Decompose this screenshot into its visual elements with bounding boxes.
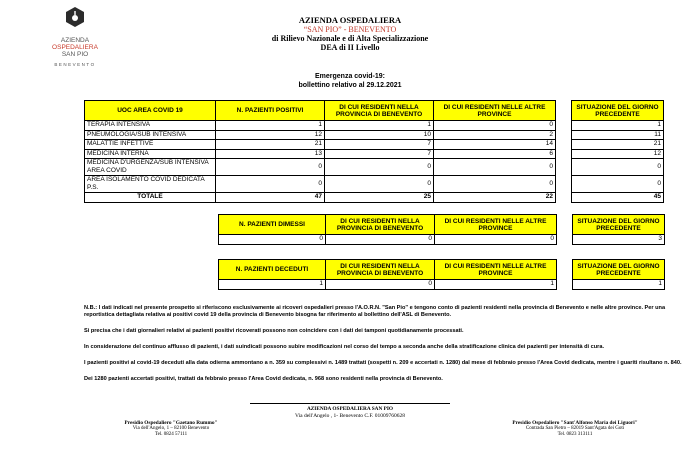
note-paragraph: In considerazione del continuo afflusso di pazienti, i dati suindicati possono subire modificazioni nel corso del tempo a seconda anche della stratificazione clinica dei pazienti per intensità di cura. xyxy=(84,344,605,350)
note-paragraph: Dei 1280 pazienti accertati positivi, trattati da febbraio presso l'Area Covid dedicata, n. 968 sono residenti nella provincia di Benevento. xyxy=(84,376,443,382)
row-positivi: 12 xyxy=(216,130,325,140)
header-area: UOC AREA COVID 19 xyxy=(85,101,216,121)
note-paragraph: N.B.: I dati indicati nel presente prospetto si riferiscono esclusivamente ai ricoveri ospedalieri presso l'A.O.R.N. "San Pio" e tengono conto di pazienti residenti nella provincia di Benevento e nelle altre province. Per una reportistica dettagliata relativa ai positivi covid 19 della provincia di Benevento bisogna far riferimento al bollettino dell'ASL di Benevento. xyxy=(84,305,666,318)
footer-right-title: Presidio Ospedaliero "Sant'Alfonso Maria dei Liguori" xyxy=(512,420,638,426)
row-area: PNEUMOLOGIA/SUB INTENSIVA xyxy=(85,130,216,140)
deceduti-header-altre: DI CUI RESIDENTI NELLE ALTRE PROVINCE xyxy=(435,260,557,280)
table-row xyxy=(85,159,664,176)
deceduti-table xyxy=(218,259,665,290)
row-positivi: 0 xyxy=(216,176,325,193)
dimessi-header-altre: DI CUI RESIDENTI NELLE ALTRE PROVINCE xyxy=(435,215,557,235)
footer-left xyxy=(86,420,256,438)
logo-line4: BENEVENTO xyxy=(54,62,96,67)
footer-right-address: Contrada San Pietro – 82019 Sant'Agata dei Goti xyxy=(525,426,625,431)
total-positivi: 47 xyxy=(216,193,325,203)
dimessi-header-bn: DI CUI RESIDENTI NELLA PROVINCIA DI BENEVENTO xyxy=(326,215,435,235)
row-altre: 0 xyxy=(434,176,556,193)
footer-divider xyxy=(250,403,450,404)
row-prec: 0 xyxy=(572,159,664,176)
header-name: “SAN PIO” - BENEVENTO xyxy=(303,25,397,34)
row-altre: 2 xyxy=(434,130,556,140)
header-altre: DI CUI RESIDENTI NELLE ALTRE PROVINCE xyxy=(434,101,556,121)
logo-line2: OSPEDALIERA xyxy=(52,44,98,51)
footer-left-title: Presidio Ospedaliero "Gaetano Rummo" xyxy=(124,420,218,426)
row-altre: 0 xyxy=(434,159,556,176)
table-row xyxy=(85,176,664,193)
table-row xyxy=(85,130,664,140)
row-area: TERAPIA INTENSIVA xyxy=(85,121,216,131)
total-bn: 25 xyxy=(325,193,434,203)
header-line3: di Rilievo Nazionale e di Alta Specializzazione xyxy=(271,34,429,43)
row-prec: 1 xyxy=(572,121,664,131)
dimessi-header: N. PAZIENTI DIMESSI xyxy=(219,215,326,235)
dimessi-altre: 0 xyxy=(435,235,557,245)
hospital-logo xyxy=(40,6,110,76)
total-prec: 45 xyxy=(572,193,664,203)
total-label: TOTALE xyxy=(85,193,216,203)
deceduti-header-bn: DI CUI RESIDENTI NELLA PROVINCIA DI BENEVENTO xyxy=(326,260,435,280)
deceduti-header-prec: SITUAZIONE DEL GIORNO PRECEDENTE xyxy=(573,260,665,280)
footer-center-title: AZIENDA OSPEDALIERA SAN PIO xyxy=(306,406,394,412)
bulletin-subtitle xyxy=(200,72,500,90)
header-positivi: N. PAZIENTI POSITIVI xyxy=(216,101,325,121)
row-bn: 0 xyxy=(325,176,434,193)
subtitle-line2: bollettino relativo al 29.12.2021 xyxy=(298,82,402,89)
footer-right xyxy=(480,420,670,438)
footer-right-phone: Tel. 0823 313111 xyxy=(557,432,593,437)
footer-left-phone: Tel. 0824 57111 xyxy=(154,432,188,437)
table-row xyxy=(85,149,664,159)
row-altre: 0 xyxy=(434,121,556,131)
document-header xyxy=(200,16,500,52)
footer-left-address: Via dell'Angelo, 1 – 82100 Benevento xyxy=(132,426,210,431)
dimessi-table xyxy=(218,214,665,245)
covid-area-table xyxy=(84,100,664,203)
logo-line1: AZIENDA xyxy=(60,37,90,44)
footer-center xyxy=(220,403,480,419)
row-altre: 6 xyxy=(434,149,556,159)
footer-center-address: Via dell'Angelo , 1- Benevento C.F. 01009760628 xyxy=(294,412,406,419)
table-row xyxy=(85,140,664,150)
row-positivi: 21 xyxy=(216,140,325,150)
row-bn: 7 xyxy=(325,149,434,159)
deceduti-prec: 1 xyxy=(573,280,665,290)
subtitle-line1: Emergenza covid-19: xyxy=(314,73,386,80)
total-altre: 22 xyxy=(434,193,556,203)
header-prec: SITUAZIONE DEL GIORNO PRECEDENTE xyxy=(572,101,664,121)
row-bn: 0 xyxy=(325,159,434,176)
dimessi-prec: 3 xyxy=(573,235,665,245)
table-row xyxy=(85,121,664,131)
row-prec: 12 xyxy=(572,149,664,159)
row-positivi: 0 xyxy=(216,159,325,176)
dimessi-value: 0 xyxy=(219,235,326,245)
deceduti-altre: 1 xyxy=(435,280,557,290)
row-area: AREA ISOLAMENTO COVID DEDICATA P.S. xyxy=(85,176,216,193)
row-prec: 21 xyxy=(572,140,664,150)
deceduti-value: 1 xyxy=(219,280,326,290)
dimessi-bn: 0 xyxy=(326,235,435,245)
hexagon-logo-icon xyxy=(64,6,86,28)
row-area: MEDICINA INTERNA xyxy=(85,149,216,159)
row-bn: 7 xyxy=(325,140,434,150)
deceduti-bn: 0 xyxy=(326,280,435,290)
header-line4: DEA di II Livello xyxy=(320,43,380,52)
row-prec: 0 xyxy=(572,176,664,193)
logo-line3: SAN PIO xyxy=(61,51,89,58)
row-altre: 14 xyxy=(434,140,556,150)
row-prec: 11 xyxy=(572,130,664,140)
note-paragraph: I pazienti positivi al covid-19 deceduti alla data odierna ammontano a n. 359 su complessivi n. 1489 trattati (sospetti n. 209 e accertati n. 1280) dal mese di febbraio presso l'Area Covid dedicata, mentre i guariti risultano n. 840. xyxy=(84,360,682,366)
total-row xyxy=(85,193,664,203)
row-positivi: 13 xyxy=(216,149,325,159)
header-bn: DI CUI RESIDENTI NELLA PROVINCIA DI BENEVENTO xyxy=(325,101,434,121)
deceduti-header: N. PAZIENTI DECEDUTI xyxy=(219,260,326,280)
dimessi-header-prec: SITUAZIONE DEL GIORNO PRECEDENTE xyxy=(573,215,665,235)
notes-section xyxy=(84,305,684,392)
row-area: MALATTIE INFETTIVE xyxy=(85,140,216,150)
row-area: MEDICINA D'URGENZA/SUB INTENSIVA AREA COVID xyxy=(85,159,216,176)
row-positivi: 1 xyxy=(216,121,325,131)
note-paragraph: Si precisa che i dati giornalieri relativi ai pazienti positivi ricoverati possono non coincidere con i dati dei tamponi quotidianamente processati. xyxy=(84,328,464,334)
row-bn: 10 xyxy=(325,130,434,140)
row-bn: 1 xyxy=(325,121,434,131)
header-title: AZIENDA OSPEDALIERA xyxy=(298,15,402,25)
